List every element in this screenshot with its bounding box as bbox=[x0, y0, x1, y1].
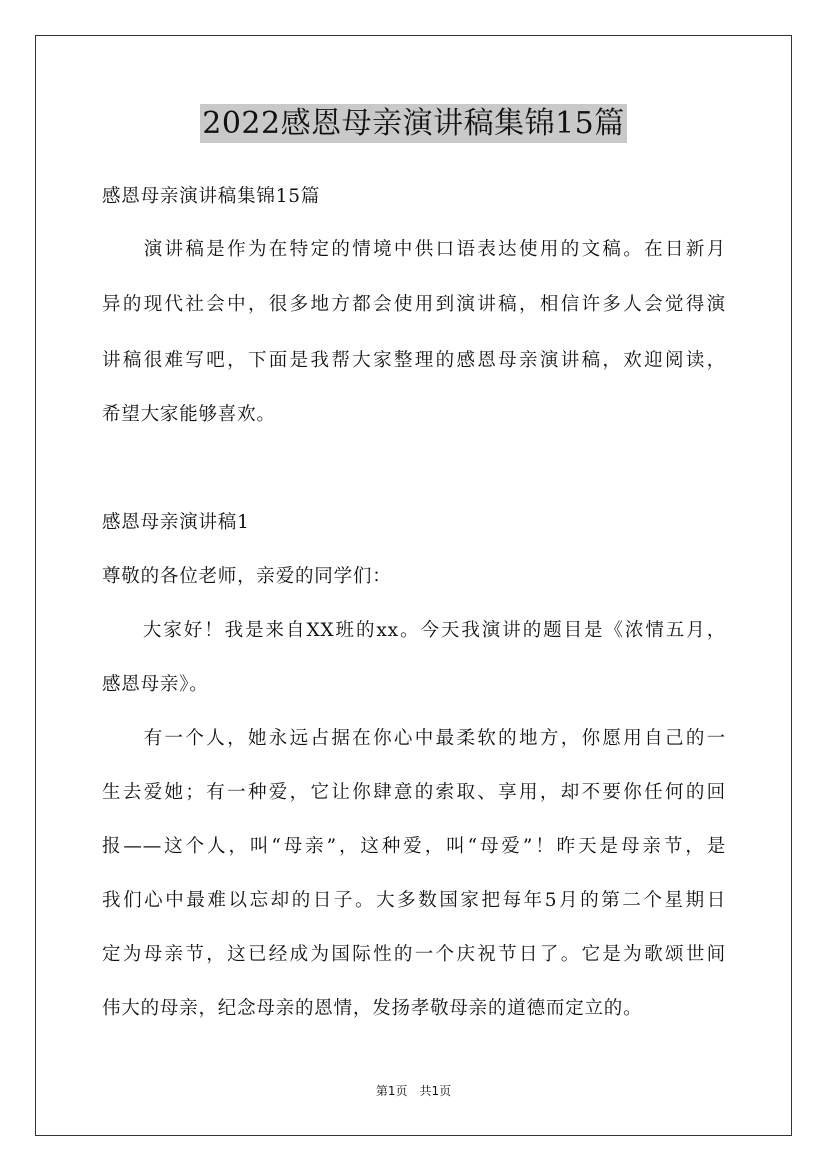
subtitle-line: 感恩母亲演讲稿集锦15篇 bbox=[102, 186, 321, 207]
page-number-footer: 第1页 共1页 bbox=[375, 1084, 452, 1098]
salutation-line: 尊敬的各位老师，亲爱的同学们： bbox=[102, 566, 392, 587]
body-line: 希望大家能够喜欢。 bbox=[102, 404, 276, 425]
body-line: 我们心中最难以忘却的日子。大多数国家把每年5月的第二个星期日 bbox=[102, 890, 726, 911]
body-line: 有一个人，她永远占据在你心中最柔软的地方，你愿用自己的一 bbox=[102, 728, 726, 749]
body-line: 讲稿很难写吧，下面是我帮大家整理的感恩母亲演讲稿，欢迎阅读， bbox=[102, 350, 726, 371]
section-heading: 感恩母亲演讲稿1 bbox=[102, 512, 250, 533]
body-line: 异的现代社会中，很多地方都会使用到演讲稿，相信许多人会觉得演 bbox=[102, 294, 726, 315]
body-line: 感恩母亲》。 bbox=[102, 674, 209, 695]
body-line: 大家好！我是来自XX班的xx。今天我演讲的题目是《浓情五月， bbox=[102, 620, 726, 641]
body-line: 报——这个人，叫“母亲”，这种爱，叫“母爱”！昨天是母亲节，是 bbox=[102, 836, 726, 857]
body-line: 生去爱她；有一种爱，它让你肆意的索取、享用，却不要你任何的回 bbox=[102, 782, 726, 803]
body-line: 定为母亲节，这已经成为国际性的一个庆祝节日了。它是为歌颂世间 bbox=[102, 944, 726, 965]
body-line: 演讲稿是作为在特定的情境中供口语表达使用的文稿。在日新月 bbox=[102, 239, 726, 260]
title-text: 2022感恩母亲演讲稿集锦15篇 bbox=[202, 106, 625, 141]
document-title bbox=[0, 98, 827, 142]
body-line: 伟大的母亲，纪念母亲的恩情，发扬孝敬母亲的道德而定立的。 bbox=[102, 998, 643, 1019]
